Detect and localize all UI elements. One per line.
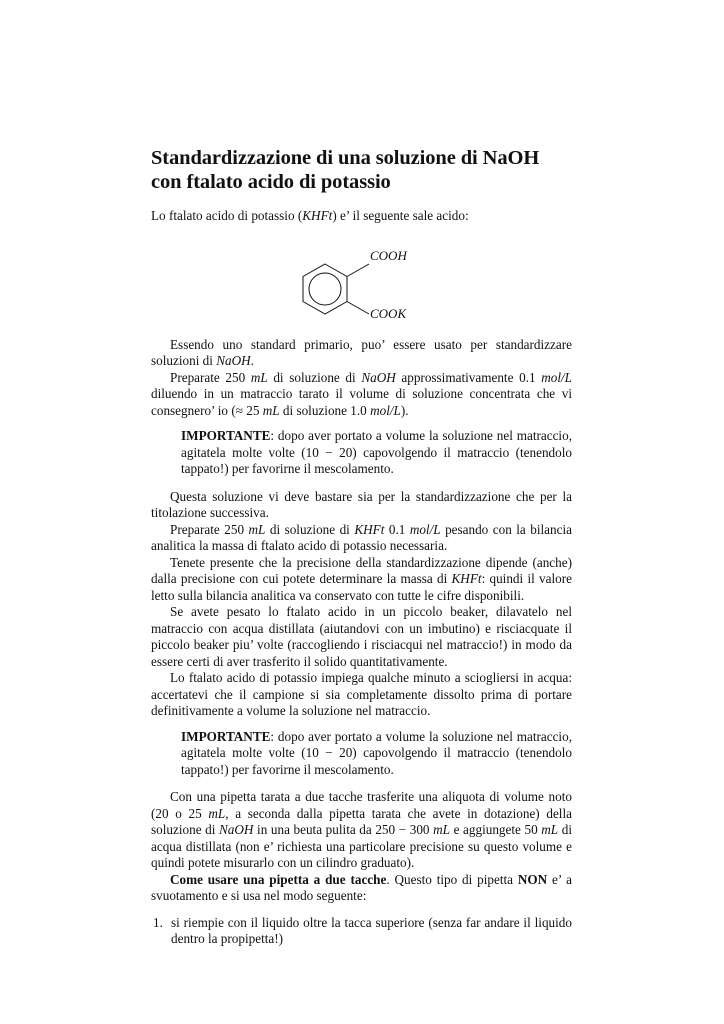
paragraph-pipette-transfer: Con una pipetta tarata a due tacche trasferite una aliquota di volume noto (20 o 25 mL, a seconda dalla pipetta tarata che avete in dotazione) della soluzione di NaOH in una beuta pulita da 250 − 300 mL e aggiungete 50 mL di acqua distillata (non e’ richiesta una particolare precisione su questo volume e quindi potete misurarlo con un cilindro graduato).: [151, 789, 572, 870]
document-body: [151, 146, 572, 948]
paragraph-standard: Essendo uno standard primario, puo’ essere usato per standardizzare soluzioni di NaOH.: [151, 336, 572, 368]
benzene-ring-drawing: [151, 227, 572, 329]
document-title: Standardizzazione di una soluzione di NaOH con ftalato acido di potassio: [151, 147, 540, 193]
pipette-steps-list: [151, 915, 572, 948]
paragraph-precision: Tenete presente che la precisione della standardizzazione dipende (anche) dalla precisione con cui potete determinare la massa di KHFt: quindi il valore letto sulla bilancia analitica va conservato con tutte le cifre disponibili.: [151, 554, 572, 603]
paragraph-beaker: Se avete pesato lo ftalato acido in un piccolo beaker, dilavatelo nel matraccio con acqua distillata (aiutandovi con un imbutino) e risciacquate il piccolo beaker piu’ volte (raccogliendo i risciacqui nel matraccio!) in modo da essere certi di aver trasferito il solido quantitativamente.: [151, 604, 572, 669]
important-note-2: IMPORTANTE: dopo aver portato a volume la soluzione nel matraccio, agitatela molte volte (10 − 20) capovolgendo il matraccio (tenendolo tappato!) per favorirne il mescolamento.: [181, 728, 572, 777]
cook-group-label: COOK: [370, 305, 407, 321]
cooh-group-label: COOH: [370, 247, 407, 263]
paragraph-pipette-usage: Come usare una pipetta a due tacche. Questo tipo di pipetta NON e’ a svuotamento e si usa nel modo seguente:: [151, 871, 573, 903]
list-item: 1. si riempie con il liquido oltre la tacca superiore (senza far andare il liquido dentro la propipetta!): [153, 914, 572, 946]
intro-paragraph: Lo ftalato acido di potassio (KHFt) e’ il seguente sale acido:: [151, 208, 469, 223]
paragraph-prepare-naoh: Preparate 250 mL di soluzione di NaOH approssimativamente 0.1 mol/L diluendo in un matraccio tarato il volume di soluzione concentrata che vi consegnero’ io (≈ 25 mL di soluzione 1.0 mol/L).: [151, 369, 572, 418]
phthalate-structure: [151, 227, 572, 329]
paragraph-prepare-khft: Preparate 250 mL di soluzione di KHFt 0.1 mol/L pesando con la bilancia analitica la massa di ftalato acido di potassio necessaria.: [151, 521, 572, 553]
paragraph-solution-sufficient: Questa soluzione vi deve bastare sia per la standardizzazione che per la titolazione successiva.: [151, 488, 572, 520]
important-note-1: IMPORTANTE: dopo aver portato a volume la soluzione nel matraccio, agitatela molte volte (10 − 20) capovolgendo il matraccio (tenendolo tappato!) per favorirne il mescolamento.: [181, 428, 572, 476]
paragraph-dissolve: Lo ftalato acido di potassio impiega qualche minuto a sciogliersi in acqua: accertatevi che il campione si sia completamente dissolto prima di portare definitivamente a volume la soluzione nel matraccio.: [151, 670, 572, 718]
